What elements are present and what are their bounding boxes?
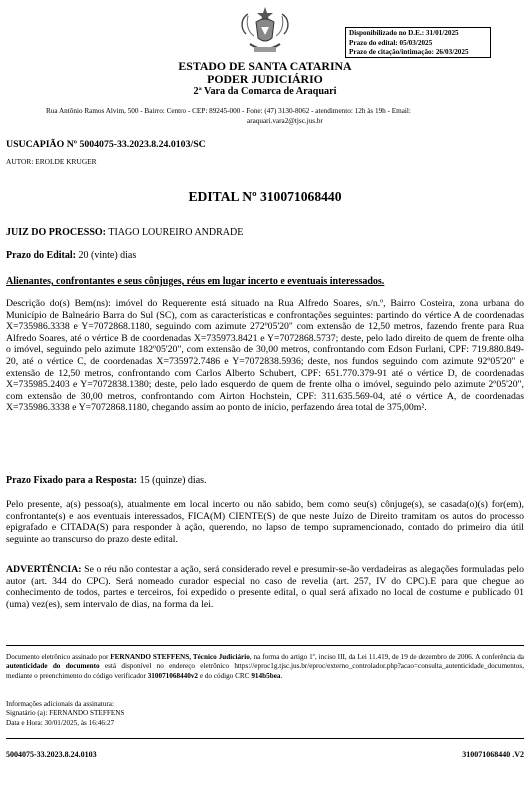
signatory: Signatário (a): FERNANDO STEFFENS [6,709,125,718]
response-deadline-value: 15 (quinze) dias. [137,475,207,486]
process-number: USUCAPIÃO Nº 5004075-33.2023.8.24.0103/SC [6,139,206,150]
judiciary-power: PODER JUDICIÁRIO [207,72,323,86]
warning-label: ADVERTÊNCIA: [6,564,82,575]
state-name: ESTADO DE SANTA CATARINA [178,59,352,73]
divider [6,645,524,646]
crc-code: 914b5bea [251,671,281,680]
court-name: 2ª Vara da Comarca de Araquari [193,86,337,97]
electronic-signature-note: Documento eletrônico assinado por FERNANDO STEFFENS, Técnico Judiciário, na forma do artigo 1º, inciso III, da Lei 11.419, de 19 de dezembro de 2006. A conferência da autenticidade do documento está disponível no endereço eletrônico https://eproc1g.tjsc.jus.br/eproc/externo_controlador.php?acao=consulta_autenticidade_documentos, mediante o preenchimento do código verificador 310071068440v2 e do código CRC 914b5bea. [6,653,524,680]
date-available: Disponibilizado no D.E.: 31/01/2025 [349,29,459,37]
date-edital-deadline: Prazo do edital: 05/03/2025 [349,38,433,47]
signature-datetime: Data e Hora: 30/01/2025, às 16:46:27 [6,718,115,727]
response-deadline-line [6,475,207,486]
footer-document-version: 310071068440 .V2 [462,750,524,759]
warning-paragraph [6,564,524,610]
court-email: araquari.vara2@tjsc.jus.br [247,117,323,125]
verification-code: 310071068440v2 [147,671,199,680]
signature-info-title: Informações adicionais da assinatura: [6,700,114,708]
property-description: Descrição do(s) Bem(ns): imóvel do Requerente está situado na Rua Alfredo Soares, s/n.º, Bairro Costeira, zona urbana do Município de Balneário Barra do Sul (SC), com as características e confrontações seguintes: partindo do vértice A de coordenadas X=735986.3338 e Y=7072868.1180, seguindo com azimute 272º05'20" com extensão de 12,50 metros, fazendo frente para Rua Alfredo Soares, até o vértice B de coordenadas X=735973.8421 e Y=7072868.5737; deste, pelo lado direito de quem de frente olha o imóvel, seguindo pelo azimute 182º05'20", com extensão de 30,00 metros, confrontando com Edson Furlani, CPF: 719.880.849-20, até o vértice C, de coordenadas X=735972.7486 e Y=7072838.5936; deste, nos fundos seguindo com azimute 92º05'20" e extensão de 12,50 metros, confrontando com Carlos Alberto Schubert, CPF: 651.770.379-91 até o vértice D, de coordenadas X=735985.2403 e Y=7072838.1380; deste, pelo lado esquerdo de quem de frente olha o imóvel, seguindo pelo azimute 2º05'20", com extensão de 30,00 metros, confrontando com Airton Hochstein, CPF: 311.635.569-04, até o vértice A, de coordenadas X=735986.3338 e Y=7072868.1180, chegando assim ao ponto de início, perfazendo área total de 375,00m². [6,298,524,414]
signature-info [6,700,124,728]
judge-name: TIAGO LOUREIRO ANDRADE [106,227,244,238]
publication-dates-box [345,27,491,58]
footer-process-number: 5004075-33.2023.8.24.0103 [6,750,97,759]
edital-deadline-value: 20 (vinte) dias [76,250,137,261]
process-author: AUTOR: EROLDE KRUGER [6,157,97,166]
judge-label: JUIZ DO PROCESSO: [6,227,107,238]
edital-deadline-line [6,250,136,261]
judge-line [6,227,243,238]
addressees-heading: Alienantes, confrontantes e seus cônjuges, réus em lugar incerto e eventuais interessados. [6,276,385,287]
response-deadline-label: Prazo Fixado para a Resposta: [6,475,138,486]
date-citation-deadline: Prazo de citação/intimação: 26/03/2025 [349,48,469,57]
state-coat-of-arms-icon [236,4,294,59]
edital-deadline-label: Prazo do Edital: [6,250,76,261]
edital-title: EDITAL Nº 310071068440 [188,189,342,204]
court-address [46,106,516,126]
signer-name: FERNANDO STEFFENS, Técnico Judiciário [110,653,250,661]
warning-text: Se o réu não contestar a ação, será considerado revel e presumir-se-ão verdadeiras as alegações formuladas pelo autor (art. 344 do CPC). Será nomeado curador especial no caso de revelia (art. 257, IV do CPC).E para que chegue ao conhecimento de todos, partes e terceiros, foi expedido o presente edital, o qual será afixado no local de costume e publicado 01 (uma) vez(es), sem intervalo de dias, na forma da lei. [6,564,524,610]
citation-paragraph: Pelo presente, a(s) pessoa(s), atualmente em local incerto ou não sabido, bem como seu(s) cônjuge(s), se casada(o)(s) for(em), confrontante(s) e aos eventuais interessados, FICA(M) CIENTE(S) de que neste Juízo de Direito tramitam os autos do processo epigrafado e CITADA(S) para responder à ação, querendo, no lapso de tempo supramencionado, contado do primeiro dia útil seguinte ao transcurso do prazo deste edital. [6,499,524,545]
address-line: Rua Antônio Ramos Alvim, 500 - Bairro: Centro - CEP: 89245-000 - Fone: (47) 3130-8062 - atendimento: 12h às 19h - Email: [46,107,411,115]
divider [6,738,524,739]
